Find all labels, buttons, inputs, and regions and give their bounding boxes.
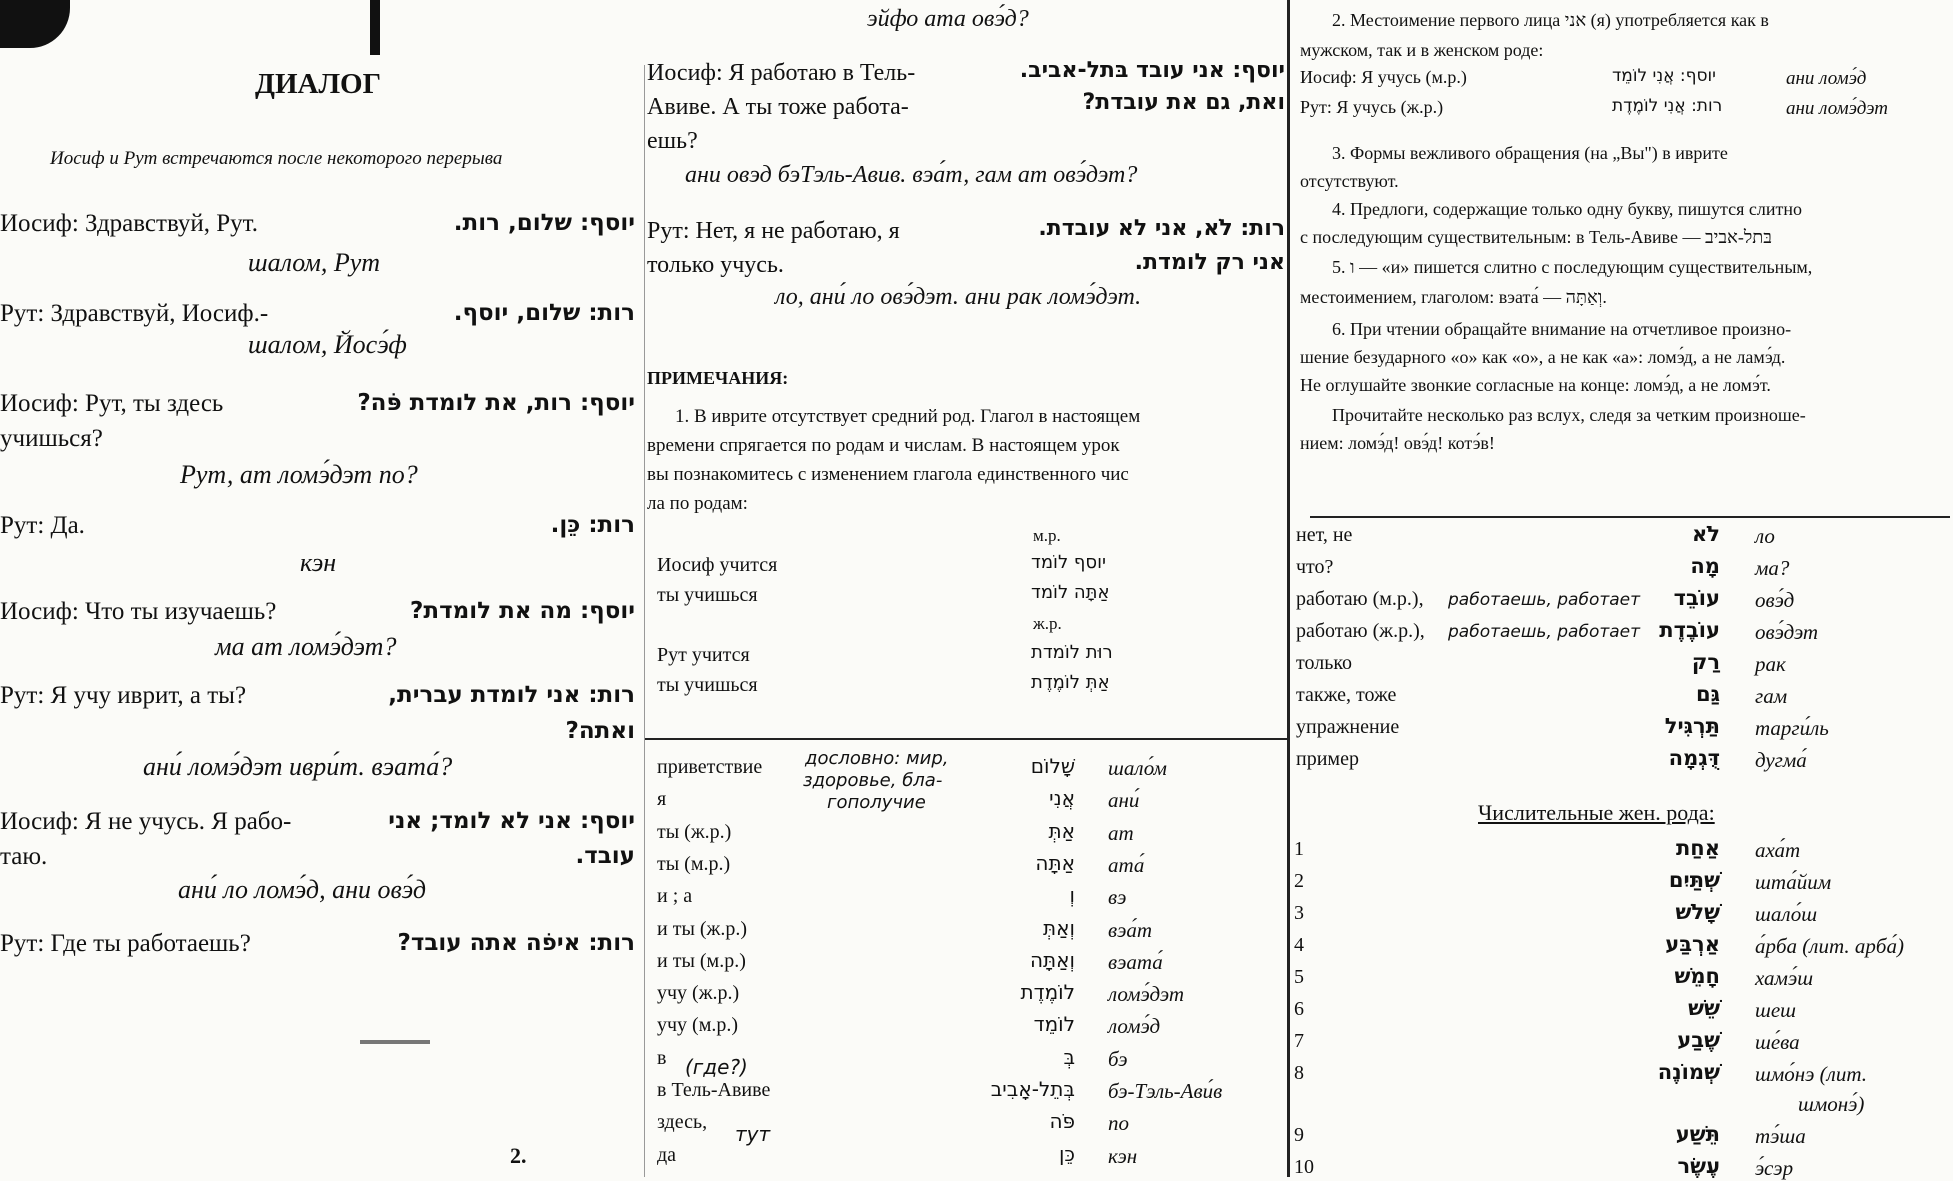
conj-he: אַתָּה לוֹמד <box>1031 582 1110 603</box>
vocab-ru: и ты (ж.р.) <box>657 917 748 940</box>
dialogue-ru: ешь? <box>647 128 698 154</box>
number-he: אַחַת <box>1675 836 1720 860</box>
number-he: שֶׁבַע <box>1677 1028 1720 1052</box>
example-he: יוסף: אֲנִי לוֹמֵד <box>1612 66 1716 86</box>
dialogue-he: יוסף: שלום, רות. <box>453 210 635 236</box>
vocab-he: לוֹמֶדֶת <box>1020 980 1075 1005</box>
example-ru: Иосиф: Я учусь (м.р.) <box>1300 67 1467 87</box>
conj-he: אַתְּ לוֹמֶדֶת <box>1031 672 1110 693</box>
dialogue-he-cont: עובד. <box>575 843 635 869</box>
handwritten-note: работаешь, работает <box>1448 622 1641 642</box>
dialogue-ru: Рут: Здравствуй, Иосиф.- <box>0 300 269 327</box>
dialogue-translit: Рут, ат ломэ́дэт по? <box>180 460 418 489</box>
note-line: 3. Формы вежливого обращения (на „Вы") в иврите <box>1332 143 1728 163</box>
number-digit: 8 <box>1294 1062 1304 1084</box>
vocab-translit: тарги́ль <box>1755 716 1829 740</box>
vocab-ru: также, тоже <box>1296 684 1397 706</box>
example-ru: Рут: Я учусь (ж.р.) <box>1300 97 1444 117</box>
notes-heading: ПРИМЕЧАНИЯ: <box>647 368 789 388</box>
note-line: нием: ломэ́д! овэ́д! котэ́в! <box>1300 433 1495 453</box>
vocab-ru: учу (ж.р.) <box>657 982 740 1005</box>
dialogue-he: רות: כֵּן. <box>550 512 635 538</box>
number-he: שְׁמוֹנֶה <box>1657 1060 1720 1084</box>
dialogue-translit: ло, ани́ ло овэ́дэт. ани рак ломэ́дэт. <box>775 284 1142 310</box>
vocab-he: דֻּגְמָה <box>1668 746 1720 770</box>
vocab-he: פֹּה <box>1049 1109 1075 1134</box>
dialogue-translit: шалом, Рут <box>248 248 381 277</box>
dialogue-translit: ани́ ло ломэ́д, ани овэ́д <box>178 875 427 904</box>
gender-label: ж.р. <box>1033 614 1062 633</box>
vocab-ru: только <box>1296 652 1353 674</box>
dialogue-translit: кэн <box>300 548 337 577</box>
handwritten-note: дословно: мир, <box>805 748 949 769</box>
dialogue-ru: Иосиф: Я не учусь. Я рабо- <box>0 808 292 835</box>
note-line: местоимением, глаголом: вэата́ — וְאַתָּה. <box>1300 287 1607 307</box>
number-he: אַרְבַּע <box>1665 932 1720 956</box>
vocab-translit: бэ-Тэль-Ави́в <box>1108 1079 1223 1103</box>
vocab-he: עוֹבֶדֶת <box>1659 618 1720 642</box>
number-he: שֵׁשׁ <box>1688 996 1720 1020</box>
vocab-ru: приветствие <box>657 756 763 778</box>
vocab-he: גַּם <box>1695 682 1720 706</box>
dialogue-he: ואת, גם את עובדת? <box>1082 90 1285 115</box>
dialogue-subtitle: Иосиф и Рут встречаются после некоторого перерыва <box>50 148 503 169</box>
vocab-translit: овэ́дэт <box>1755 620 1819 644</box>
note-line: вы познакомитесь с изменением глагола единственного чис <box>647 464 1129 485</box>
vocab-he: וְ <box>1069 883 1075 908</box>
vocab-translit: ани́ <box>1108 788 1140 813</box>
vocab-translit: ма? <box>1755 556 1790 580</box>
section-rule <box>1310 516 1950 518</box>
conj-ru: Иосиф учится <box>657 554 778 576</box>
vocab-translit: вэата́ <box>1108 949 1163 974</box>
number-digit: 9 <box>1294 1124 1304 1146</box>
vocab-translit: рак <box>1755 652 1786 676</box>
vocab-translit: ло <box>1755 524 1775 548</box>
example-he: רות: אֲנִי לוֹמֶדֶת <box>1612 96 1723 116</box>
number-digit: 5 <box>1294 966 1304 988</box>
number-translit: шта́йим <box>1755 870 1832 894</box>
vocab-he: לוֹמֵד <box>1033 1012 1075 1037</box>
vocab-ru: упражнение <box>1296 716 1400 738</box>
vocab-translit: ломэ́д <box>1108 1014 1161 1039</box>
conj-ru: Рут учится <box>657 644 750 666</box>
handwritten-note: здоровье, бла- <box>803 770 943 791</box>
dialogue-he-cont: ואתה? <box>565 718 635 744</box>
number-translit: шмо́нэ (лит. <box>1755 1062 1868 1086</box>
vocab-translit: кэн <box>1108 1143 1138 1168</box>
note-line: отсутствуют. <box>1300 171 1399 191</box>
vocab-translit: ата́ <box>1108 852 1145 877</box>
number-he: חָמֵשׁ <box>1674 964 1720 988</box>
number-translit: аха́т <box>1755 838 1801 862</box>
section-rule <box>645 738 1287 740</box>
vocab-translit: по <box>1108 1111 1129 1136</box>
dialogue-translit: шалом, Йосэ́ф <box>248 330 407 359</box>
vocab-translit: вэа́т <box>1108 917 1153 942</box>
handwritten-note: (где?) <box>685 1055 748 1079</box>
note-line: 6. При чтении обращайте внимание на отчетливое произно- <box>1332 319 1792 339</box>
vocab-ru: в <box>657 1046 667 1069</box>
handwritten-note: гополучие <box>827 792 926 813</box>
dialogue-translit: ани овэд бэТэль-Авив. вэа́т, гам ат овэ́дэт? <box>685 162 1138 188</box>
dialogue-ru-cont: учишься? <box>0 425 103 452</box>
number-digit: 7 <box>1294 1030 1304 1052</box>
vocab-ru: я <box>657 788 667 811</box>
vocab-translit: овэ́д <box>1755 588 1795 612</box>
number-digit: 1 <box>1294 838 1304 860</box>
vocab-ru: работаю (м.р.), <box>1296 588 1424 610</box>
dialogue-ru: Иосиф: Рут, ты здесь <box>0 390 224 417</box>
vocab-ru: да <box>657 1143 677 1166</box>
dialogue-ru: Рут: Я учу иврит, а ты? <box>0 682 247 709</box>
number-translit: хамэ́ш <box>1755 966 1814 990</box>
vocab-ru: ты (м.р.) <box>657 852 731 875</box>
number-digit: 3 <box>1294 902 1304 924</box>
vocab-translit: ломэ́дэт <box>1108 982 1184 1007</box>
vocab-ru: что? <box>1296 556 1334 578</box>
vocab-he: אֲנִי <box>1049 786 1075 811</box>
dialogue-ru: Рут: Нет, я не работаю, я <box>647 218 900 244</box>
dialogue-ru: Иосиф: Я работаю в Тель- <box>647 60 916 86</box>
number-translit: шеш <box>1755 998 1797 1022</box>
vocab-ru: нет, не <box>1296 524 1353 546</box>
numbers-heading: Числительные жен. рода: <box>1478 800 1715 825</box>
note-line: с последующим существительным: в Тель-Авиве — בּתל-אביב <box>1300 227 1772 247</box>
example-translit: ани ломэ́дэт <box>1786 98 1888 119</box>
vocab-he: אַתָּה <box>1035 850 1075 875</box>
page-number: 2. <box>510 1143 527 1168</box>
gender-label: м.р. <box>1033 526 1061 545</box>
dialogue-he: רות: איפֹה אתה עובד? <box>397 930 635 956</box>
vocab-ru: и ты (м.р.) <box>657 949 746 972</box>
dialogue-he: רות: לֹא, אני לא עובדת. <box>1038 216 1285 241</box>
note-line: ла по родам: <box>647 493 748 514</box>
number-he: עֶשֶׂר <box>1677 1154 1720 1178</box>
dialogue-translit: эйфо ата овэ́д? <box>867 6 1029 32</box>
vocab-he: עוֹבֵד <box>1673 586 1720 610</box>
handwritten-note: работаешь, работает <box>1448 590 1641 610</box>
vocab-he: רַק <box>1691 650 1720 674</box>
vocab-he: כֵּן <box>1058 1141 1075 1166</box>
conj-ru: ты учишься <box>657 674 758 696</box>
note-line: Не оглушайте звонкие согласные на конце: ломэ́д, а не ломэ́т. <box>1300 375 1771 395</box>
note-line: 2. Местоимение первого лица אני (я) употребляется как в <box>1332 10 1769 30</box>
grammar-column <box>1290 0 1953 1180</box>
vocab-ru: и ; а <box>657 885 693 908</box>
dialogue-column <box>0 0 645 1177</box>
dialogue-ru: Иосиф: Что ты изучаешь? <box>0 598 277 625</box>
vocab-translit: бэ <box>1108 1046 1128 1071</box>
vocab-translit: шало́м <box>1108 756 1167 780</box>
vocab-ru: пример <box>1296 748 1359 770</box>
vocab-he: אַתְּ <box>1048 818 1075 843</box>
number-translit: шало́ш <box>1755 902 1818 926</box>
vocab-ru: в Тель-Авиве <box>657 1079 771 1101</box>
dialogue-he: אני רק לומדת. <box>1134 250 1285 275</box>
number-digit: 10 <box>1294 1156 1314 1178</box>
number-translit: тэ́ша <box>1755 1124 1806 1148</box>
dialogue-ru: Рут: Да. <box>0 512 85 539</box>
number-he: שְׁתַּיִם <box>1668 868 1720 892</box>
note-line: 5. ו — «и» пишется слитно с последующим существительным, <box>1332 257 1813 277</box>
conj-he: רוּת לוֹמדת <box>1031 642 1113 663</box>
number-translit: а́рба (лит. арба́) <box>1755 934 1904 958</box>
dialogue-ru-cont: таю. <box>0 843 48 870</box>
conj-ru: ты учишься <box>657 584 758 606</box>
vocab-translit: ат <box>1108 820 1134 845</box>
note-line: 1. В иврите отсутствует средний род. Глагол в настоящем <box>675 406 1141 427</box>
number-digit: 4 <box>1294 934 1304 956</box>
dialogue-translit: ма ат ломэ́дэт? <box>215 632 397 661</box>
dialogue-he: יוסף: מה את לומדת? <box>410 598 635 624</box>
number-he: תֵּשַׁע <box>1675 1122 1720 1146</box>
vocab-he: וְאַתָּה <box>1029 947 1075 972</box>
vocab-he: וְאַתְּ <box>1043 915 1075 940</box>
vocab-he: בְּ <box>1063 1044 1075 1069</box>
page-title: ДИАЛОГ <box>255 68 382 100</box>
note-line: Прочитайте несколько раз вслух, следя за четким произноше- <box>1332 405 1806 425</box>
note-line: мужском, так и в женском роде: <box>1300 40 1544 60</box>
dialogue-he: יוסף: אני עובד בּתל-אביב. <box>1019 58 1285 83</box>
number-he: שָׁלֹשׁ <box>1675 900 1720 924</box>
vocab-ru: работаю (ж.р.), <box>1296 620 1425 642</box>
vocab-ru: ты (ж.р.) <box>657 820 732 843</box>
note-line: времени спрягается по родам и числам. В настоящем урок <box>647 435 1120 456</box>
dialogue-ru: Рут: Где ты работаешь? <box>0 930 251 957</box>
vocab-he: תַּרְגִּיל <box>1664 714 1720 738</box>
dialogue-ru: Иосиф: Здравствуй, Рут. <box>0 210 258 237</box>
dialogue-he: יוסף: אני לא לומד; אני <box>388 808 635 834</box>
example-translit: ани ломэ́д <box>1786 68 1867 89</box>
dialogue-he: יוסף: רות, את לומדת פֹּה? <box>357 390 635 416</box>
handwritten-note: тут <box>735 1122 771 1146</box>
dialogue-he: רות: שלום, יוסף. <box>453 300 635 326</box>
number-translit: э́сэр <box>1755 1156 1794 1180</box>
vocab-he: מָה <box>1690 554 1720 578</box>
conj-he: יוסף לוֹמד <box>1031 552 1107 573</box>
dialogue-he: רות: אני לומדת עברית, <box>388 682 635 708</box>
vocab-he: שָׁלוֹם <box>1030 754 1075 778</box>
vocab-he: בְּתֵל-אָבִיב <box>990 1077 1075 1101</box>
vocab-translit: дугма́ <box>1755 748 1807 772</box>
dialogue-translit: ани́ ломэ́дэт иври́т. вэата́? <box>143 752 453 781</box>
dialogue-ru: Авиве. А ты тоже работа- <box>647 94 909 120</box>
vocab-he: לֹא <box>1692 522 1720 546</box>
vocab-ru: здесь, <box>657 1111 708 1134</box>
vocab-translit: вэ <box>1108 885 1127 910</box>
vocab-translit: гам <box>1755 684 1788 708</box>
dialogue-ru: только учусь. <box>647 252 784 278</box>
number-digit: 6 <box>1294 998 1304 1020</box>
note-line: шение безударного «о» как «о», а не как «а»: ломэ́д, а не ламэ́д. <box>1300 347 1786 367</box>
number-digit: 2 <box>1294 870 1304 892</box>
notes-column <box>645 0 1285 1177</box>
vocab-ru: учу (м.р.) <box>657 1014 739 1037</box>
number-translit: ше́ва <box>1755 1030 1800 1054</box>
note-line: 4. Предлоги, содержащие только одну букву, пишутся слитно <box>1332 199 1803 219</box>
number-translit-cont: шмонэ́) <box>1798 1092 1865 1116</box>
